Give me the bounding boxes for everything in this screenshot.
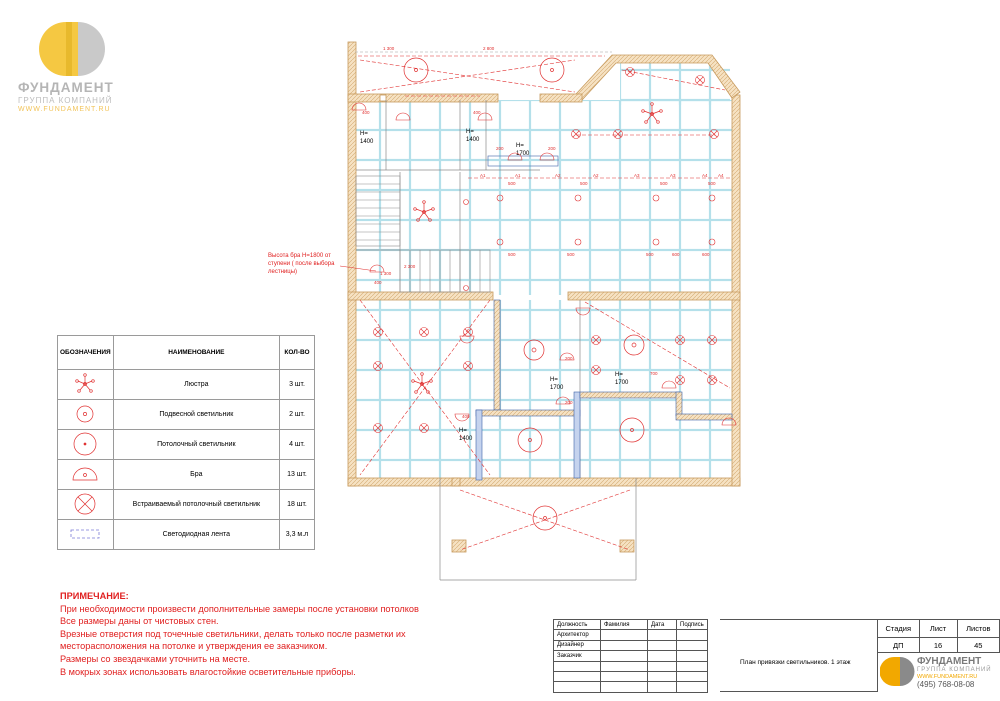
height-label-3: H= 1700 — [516, 143, 530, 157]
tb-logo-website: WWW.FUNDAMENT.RU — [917, 674, 978, 680]
legend-row — [58, 370, 315, 400]
tb-logo-phone: (495) 768-08-08 — [917, 680, 975, 689]
legend-item-name: Подвесной светильник — [113, 400, 279, 430]
logo-mark-icon — [880, 655, 916, 688]
legend-header-qty: КОЛ-ВО — [280, 336, 315, 370]
height-label-6: H= 1400 — [459, 428, 473, 442]
notes-title: ПРИМЕЧАНИЕ: — [60, 591, 129, 601]
recessed-light-icon — [72, 491, 98, 517]
svg-text:500: 500 — [708, 181, 716, 186]
legend-table — [57, 335, 315, 550]
tb-sheets-value: 45 — [957, 638, 999, 653]
legend-item-name: Потолочный светильник — [113, 430, 279, 460]
svg-text:A3: A3 — [670, 173, 676, 178]
tb-role: Архитектор — [554, 630, 601, 640]
svg-text:200: 200 — [548, 146, 556, 151]
legend-item-qty: 3 шт. — [280, 370, 315, 400]
legend-item-qty: 4 шт. — [280, 430, 315, 460]
svg-text:200: 200 — [496, 146, 504, 151]
svg-text:A1: A1 — [480, 173, 486, 178]
logo-subtitle: ГРУППА КОМПАНИЙ — [18, 96, 113, 105]
svg-text:200: 200 — [565, 356, 573, 361]
tb-sheet-header: Лист — [919, 620, 957, 638]
svg-text:500: 500 — [660, 181, 668, 186]
height-label-5: H= 1700 — [615, 372, 629, 386]
legend-item-qty: 3,3 м.л — [280, 520, 315, 550]
tb-role: Дизайнер — [554, 640, 601, 650]
svg-text:600: 600 — [672, 252, 680, 257]
porch — [452, 478, 634, 552]
svg-text:400: 400 — [473, 110, 481, 115]
company-logo — [0, 0, 140, 120]
tb-logo-company: ФУНДАМЕНТ — [917, 656, 982, 667]
height-label-4: H= 1700 — [550, 377, 564, 391]
legend-row — [58, 430, 315, 460]
height-label-1: H= 1400 — [360, 131, 374, 145]
svg-text:A4: A4 — [718, 173, 724, 178]
tb-stage-value: ДП — [878, 638, 920, 653]
svg-text:A1: A1 — [515, 173, 521, 178]
tb-role: Заказчик — [554, 651, 601, 661]
tb-sheets-header: Листов — [957, 620, 999, 638]
title-block-sheet — [877, 619, 1000, 653]
svg-text:500: 500 — [646, 252, 654, 257]
tb-header-date: Дата — [648, 620, 677, 630]
legend-item-name: Встраиваемый потолочный светильник — [113, 490, 279, 520]
note-line: месторасположения на потолке и утверждения ее заказчиком. — [60, 641, 328, 652]
note-line: Все размеры даны от чистовых стен. — [60, 616, 219, 627]
svg-text:2 300: 2 300 — [404, 264, 416, 269]
dim-top-2: 2 800 — [483, 46, 495, 51]
svg-text:500: 500 — [580, 181, 588, 186]
note-line: При необходимости произвести дополнительные замеры после установки потолков — [60, 603, 419, 614]
tb-header-position: Должность — [554, 620, 601, 630]
svg-text:A3: A3 — [634, 173, 640, 178]
logo-website: WWW.FUNDAMENT.RU — [18, 106, 111, 113]
note-line: Врезные отверстия под точечные светильники, делать только после разметки их — [60, 628, 406, 639]
legend-item-qty: 13 шт. — [280, 460, 315, 490]
note-line: В мокрых зонах использовать влагостойкие осветительные приборы. — [60, 666, 356, 677]
svg-text:400: 400 — [374, 280, 382, 285]
legend-header-symbol: ОБОЗНАЧЕНИЯ — [58, 336, 114, 370]
note-line: Размеры со звездачками уточнить на месте. — [60, 653, 251, 664]
legend-row — [58, 520, 315, 550]
svg-text:A4: A4 — [702, 173, 708, 178]
tb-header-surname: Фамилия — [601, 620, 648, 630]
sconce-callout-text: Высота бра H=1800 от ступени ( после выбора лестницы) — [268, 253, 335, 275]
legend-header-row — [58, 336, 315, 370]
logo-mark-icon — [36, 18, 114, 80]
svg-text:500: 500 — [567, 252, 575, 257]
legend-item-name: Бра — [113, 460, 279, 490]
legend-header-name: НАИМЕНОВАНИЕ — [113, 336, 279, 370]
svg-text:600: 600 — [702, 252, 710, 257]
legend-item-name: Светодиодная лента — [113, 520, 279, 550]
svg-text:1 300: 1 300 — [380, 271, 392, 276]
sconce-icon — [70, 466, 100, 482]
ceiling-light-icon — [72, 431, 98, 457]
tb-stage-header: Стадия — [878, 620, 920, 638]
notes-block — [60, 590, 419, 678]
tb-header-signature: Подпись — [677, 620, 708, 630]
title-block-main — [720, 619, 878, 692]
logo-company-name: ФУНДАМЕНТ — [18, 80, 114, 95]
svg-text:200: 200 — [565, 400, 573, 405]
legend-item-qty: 18 шт. — [280, 490, 315, 520]
legend-row — [58, 460, 315, 490]
legend-row — [58, 400, 315, 430]
legend-item-qty: 2 шт. — [280, 400, 315, 430]
height-label-2: H= 1400 — [466, 129, 480, 143]
floor-plan — [330, 35, 750, 585]
svg-text:A2: A2 — [593, 173, 599, 178]
led-strip-icon — [68, 527, 102, 541]
pendant-light-icon — [73, 403, 97, 425]
svg-text:500: 500 — [508, 252, 516, 257]
svg-text:A2: A2 — [555, 173, 561, 178]
title-block-signatures — [553, 619, 708, 693]
tb-logo-subtitle: ГРУППА КОМПАНИЙ — [917, 667, 992, 673]
svg-text:700: 700 — [650, 371, 658, 376]
svg-text:400: 400 — [462, 414, 470, 419]
legend-item-name: Люстра — [113, 370, 279, 400]
dim-top-1: 1 300 — [383, 46, 395, 51]
svg-text:500: 500 — [508, 181, 516, 186]
drawing-title: План привязки светильников. 1 этаж — [740, 659, 851, 666]
svg-text:400: 400 — [362, 110, 370, 115]
legend-row — [58, 490, 315, 520]
chandelier-icon — [73, 373, 97, 395]
tb-sheet-value: 16 — [919, 638, 957, 653]
